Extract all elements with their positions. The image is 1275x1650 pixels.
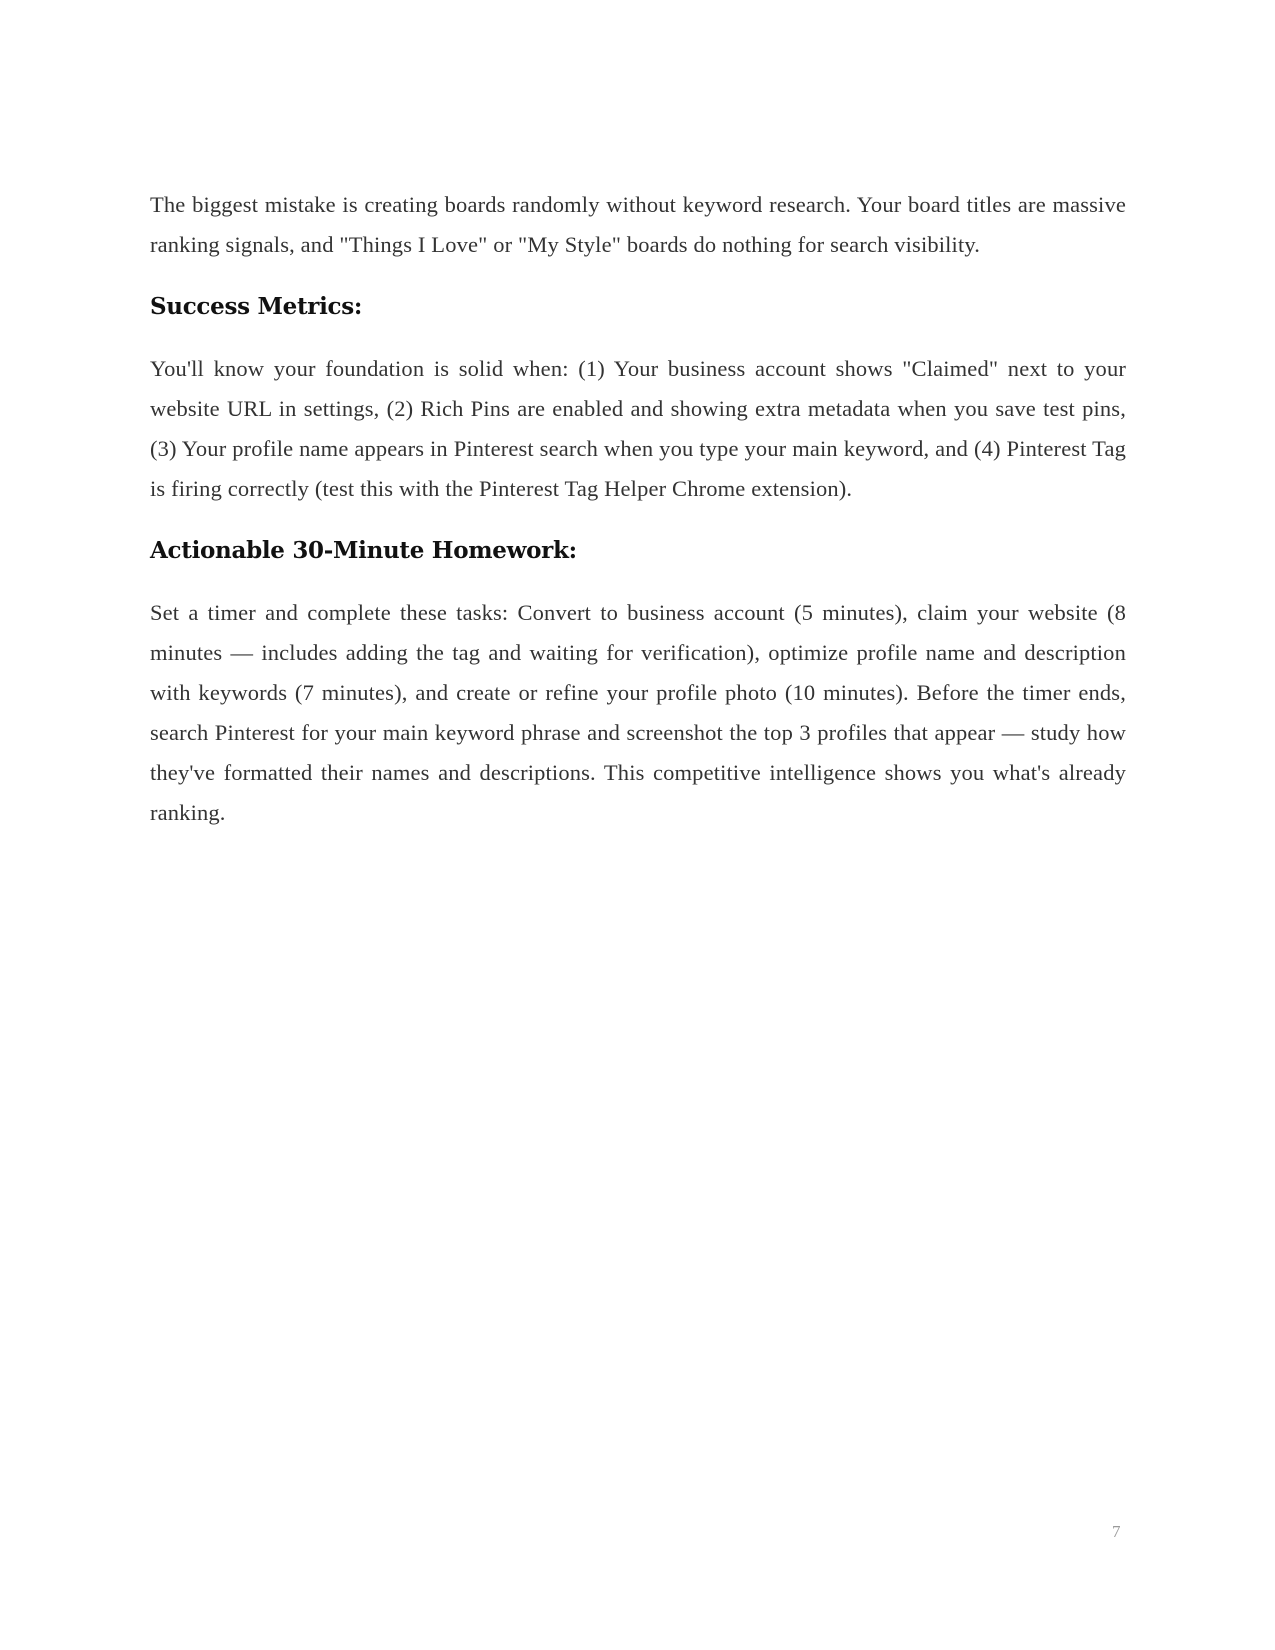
document-page (150, 185, 1126, 833)
homework-heading: Actionable 30-Minute Homework: (150, 537, 577, 564)
page-number: 7 (1112, 1522, 1121, 1541)
success-metrics-heading: Success Metrics: (150, 293, 363, 320)
success-metrics-paragraph: You'll know your foundation is solid when: (1) Your business account shows "Claimed" next to your website URL in settings, (2) Rich Pins are enabled and showing extra metadata when you save test pins, (3) Your profile name appears in Pinterest search when you type your main keyword, and (4) Pinterest Tag is firing correctly (test this with the Pinterest Tag Helper Chrome extension). (150, 356, 1126, 501)
homework-paragraph: Set a timer and complete these tasks: Convert to business account (5 minutes), claim your website (8 minutes — includes adding the tag and waiting for verification), optimize profile name and description with keywords (7 minutes), and create or refine your profile photo (10 minutes). Before the timer ends, search Pinterest for your main keyword phrase and screenshot the top 3 profiles that appear — study how they've formatted their names and descriptions. This competitive intelligence shows you what's already ranking. (150, 600, 1126, 825)
intro-paragraph: The biggest mistake is creating boards randomly without keyword research. Your board titles are massive ranking signals, and "Things I Love" or "My Style" boards do nothing for search visibility. (150, 192, 1126, 257)
